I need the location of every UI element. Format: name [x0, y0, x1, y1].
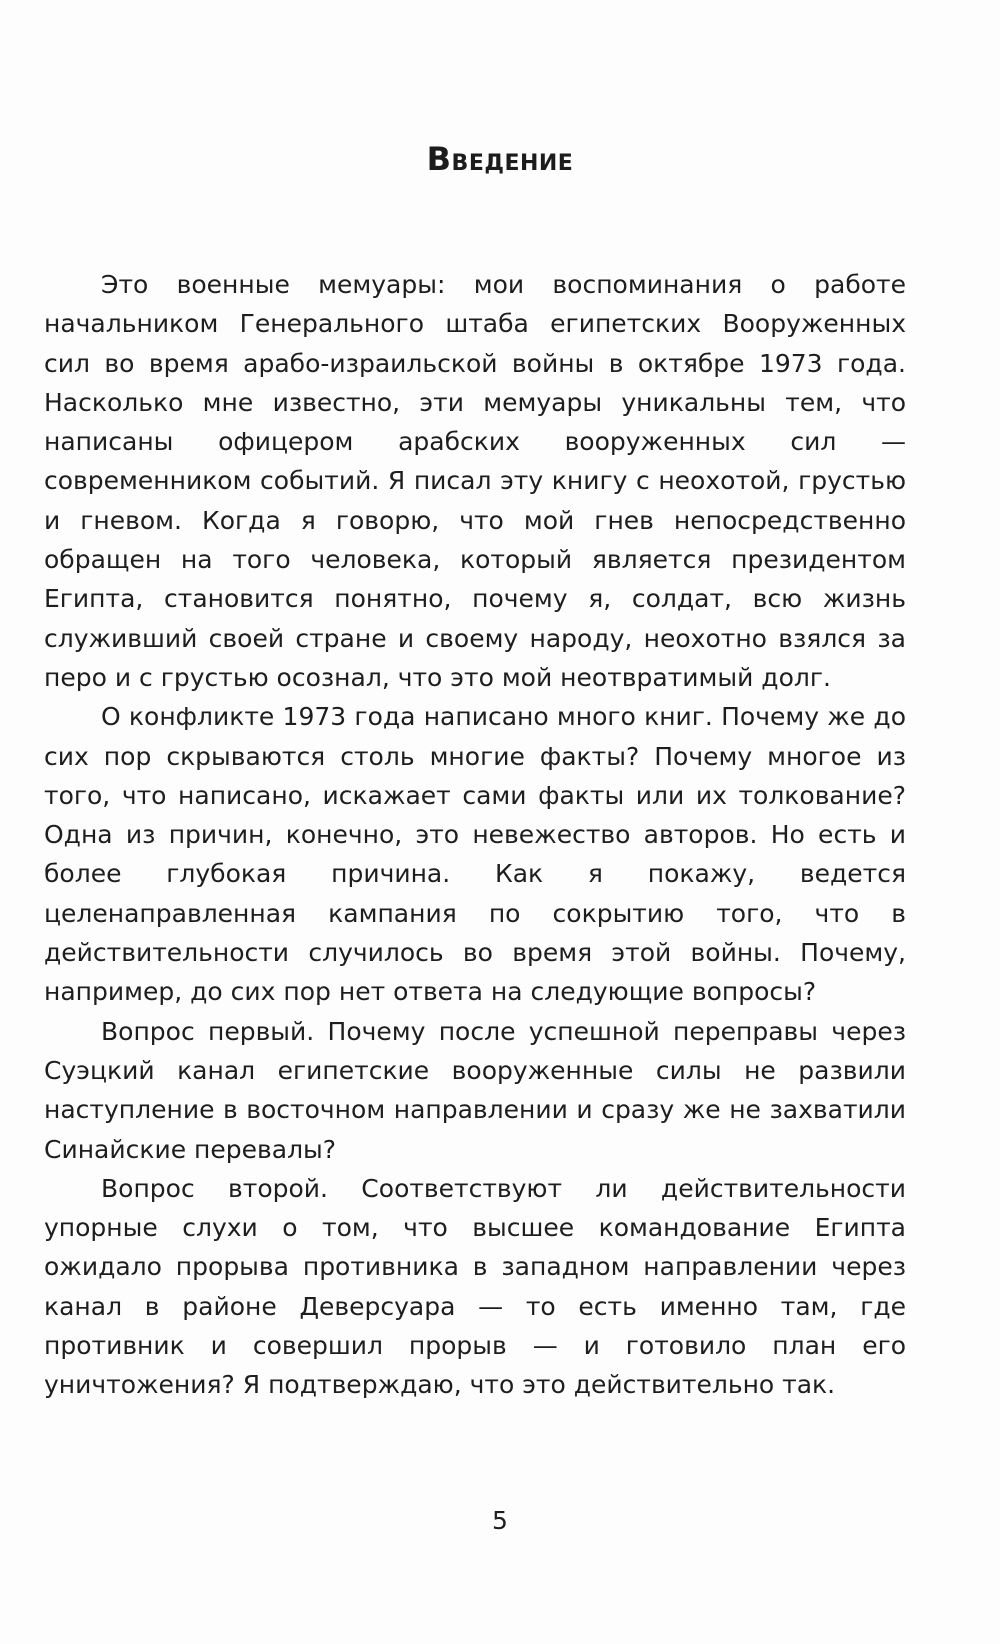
paragraph-1: Это военные мемуары: мои воспоминания о работе начальником Генерального штаба египетских Вооруженных сил во время арабо-израильской войны в октябре 1973 года. Насколько мне известно, эти мемуары уникальны тем, что написаны офицером арабских вооруженных сил — современником событий. Я писал эту книгу с неохотой, грустью и гневом. Когда я говорю, что мой гнев непосредственно обращен на того человека, который является президентом Египта, становится понятно, почему я, солдат, всю жизнь служивший своей стране и своему народу, неохотно взялся за перо и с грустью осознал, что это мой неотвратимый долг. [44, 270, 906, 692]
paragraph-3: Вопрос первый. Почему после успешной переправы через Суэцкий канал египетские вооруженные силы не развили наступление в восточном направлении и сразу же не захватили Синайские перевалы? [44, 1016, 906, 1164]
page-number: 5 [492, 1506, 508, 1535]
body-text [44, 265, 906, 1405]
paragraph-2: О конфликте 1973 года написано много книг. Почему же до сих пор скрываются столь многие факты? Почему многое из того, что написано, искажает сами факты или их толкование? Одна из причин, конечно, это невежество авторов. Но есть и более глубокая причина. Как я покажу, ведется целенаправленная кампания по сокрытию того, что в действительности случилось во время этой войны. Почему, например, до сих пор нет ответа на следующие вопросы? [44, 702, 906, 1007]
chapter-title: Введение [426, 140, 574, 178]
paragraph-4: Вопрос второй. Соответствуют ли действительности упорные слухи о том, что высшее командование Египта ожидало прорыва противника в западном направлении через канал в районе Деверсуара — то есть именно там, где противник и совершил прорыв — и готовило план его уничтожения? Я подтверждаю, что это действительно так. [44, 1173, 906, 1400]
